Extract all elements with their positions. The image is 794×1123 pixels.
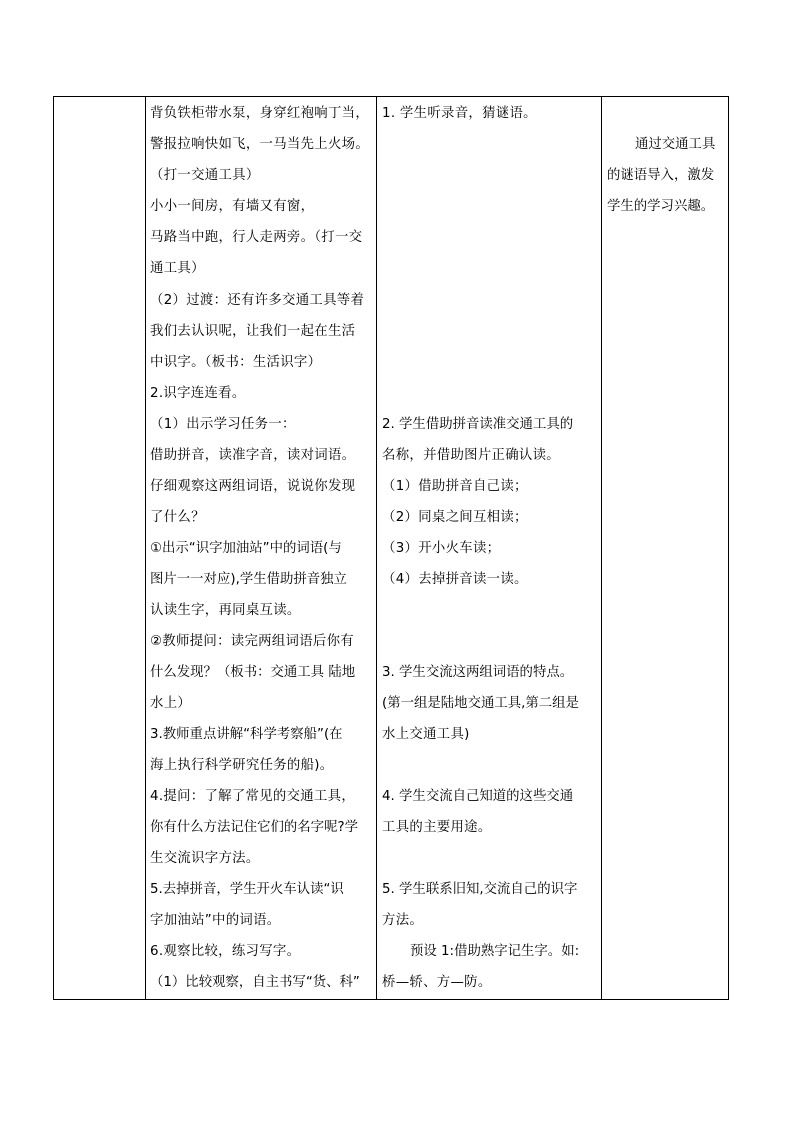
cell-design-intent: [607, 97, 727, 999]
column-divider: [145, 97, 146, 999]
text-line: 海上执行科学研究任务的船)。: [150, 758, 334, 773]
text-line: 仔细观察这两组词语，说说你发现: [150, 479, 356, 494]
text-line: 生交流识字方法。: [150, 851, 260, 866]
text-line: 4. 学生交流自己知道的这些交通: [382, 789, 574, 804]
text-line: 3.教师重点讲解“科学考察船”(在: [150, 727, 343, 742]
text-line: （1）出示学习任务一：: [150, 417, 296, 432]
text-line: 6.观察比较，练习写字。: [150, 944, 301, 959]
cell-teacher-activity: [150, 97, 374, 999]
text-line: 背负铁柜带水泵，身穿红袍响丁当，: [150, 106, 370, 121]
text-line: 了什么？: [150, 510, 205, 525]
text-line: （2）同桌之间互相读；: [382, 510, 528, 525]
lesson-plan-table: [53, 96, 729, 1000]
text-line: （2）过渡：还有许多交通工具等着: [150, 293, 365, 308]
cell-student-activity: [382, 97, 599, 999]
text-line: 的谜语导入，激发: [607, 168, 715, 183]
text-line: 1. 学生听录音，猜谜语。: [382, 106, 537, 121]
column-divider: [601, 97, 602, 999]
text-line: 图片一一对应),学生借助拼音独立: [150, 572, 347, 587]
text-line: 借助拼音，读准字音，读对词语。: [150, 448, 356, 463]
text-line: 我们去认识呢，让我们一起在生活: [150, 324, 356, 339]
text-line: 名称，并借助图片正确认读。: [382, 448, 560, 463]
text-line: 通工具）: [150, 261, 205, 276]
text-line: 通过交通工具: [635, 137, 716, 152]
text-line: 水上交通工具): [382, 727, 470, 742]
text-line: 什么发现？（板书：交通工具 陆地: [150, 665, 356, 680]
text-line: ①出示“识字加油站”中的词语(与: [150, 541, 342, 556]
text-line: 中识字。（板书：生活识字）: [150, 355, 322, 370]
text-line: 预设 1:借助熟字记生字。如:: [410, 944, 580, 959]
text-line: ②教师提问：读完两组词语后你有: [150, 634, 354, 649]
text-line: 警报拉响快如飞，一马当先上火场。: [150, 137, 370, 152]
text-line: 马路当中跑，行人走两旁。（打一交: [150, 230, 363, 245]
text-line: 水上）: [150, 696, 192, 711]
text-line: 方法。: [382, 913, 424, 928]
text-line: 工具的主要用途。: [382, 820, 492, 835]
text-line: 小小一间房，有墙又有窗，: [150, 199, 315, 214]
text-line: （4）去掉拼音读一读。: [382, 572, 528, 587]
text-line: 字加油站”中的词语。: [150, 913, 281, 928]
text-line: 4.提问：了解了常见的交通工具，: [150, 789, 356, 804]
text-line: 5.去掉拼音，学生开火车认读“识: [150, 882, 344, 897]
text-line: 桥—轿、方—防。: [382, 975, 492, 990]
text-line: 5. 学生联系旧知,交流自己的识字: [382, 882, 578, 897]
text-line: 学生的学习兴趣。: [607, 199, 715, 214]
text-line: 3. 学生交流这两组词语的特点。: [382, 665, 574, 680]
text-line: 2. 学生借助拼音读准交通工具的: [382, 417, 574, 432]
text-line: （1）比较观察，自主书写“货、科”: [150, 975, 360, 990]
text-line: (第一组是陆地交通工具,第二组是: [382, 696, 579, 711]
text-line: （3）开小火车读；: [382, 541, 501, 556]
cell-stage: [54, 97, 145, 999]
text-line: （1）借助拼音自己读；: [382, 479, 528, 494]
text-line: （打一交通工具）: [150, 168, 260, 183]
text-line: 认读生字，再同桌互读。: [150, 603, 301, 618]
text-line: 你有什么方法记住它们的名字呢?学: [150, 820, 358, 835]
column-divider: [376, 97, 377, 999]
text-line: 2.识字连连看。: [150, 386, 246, 401]
